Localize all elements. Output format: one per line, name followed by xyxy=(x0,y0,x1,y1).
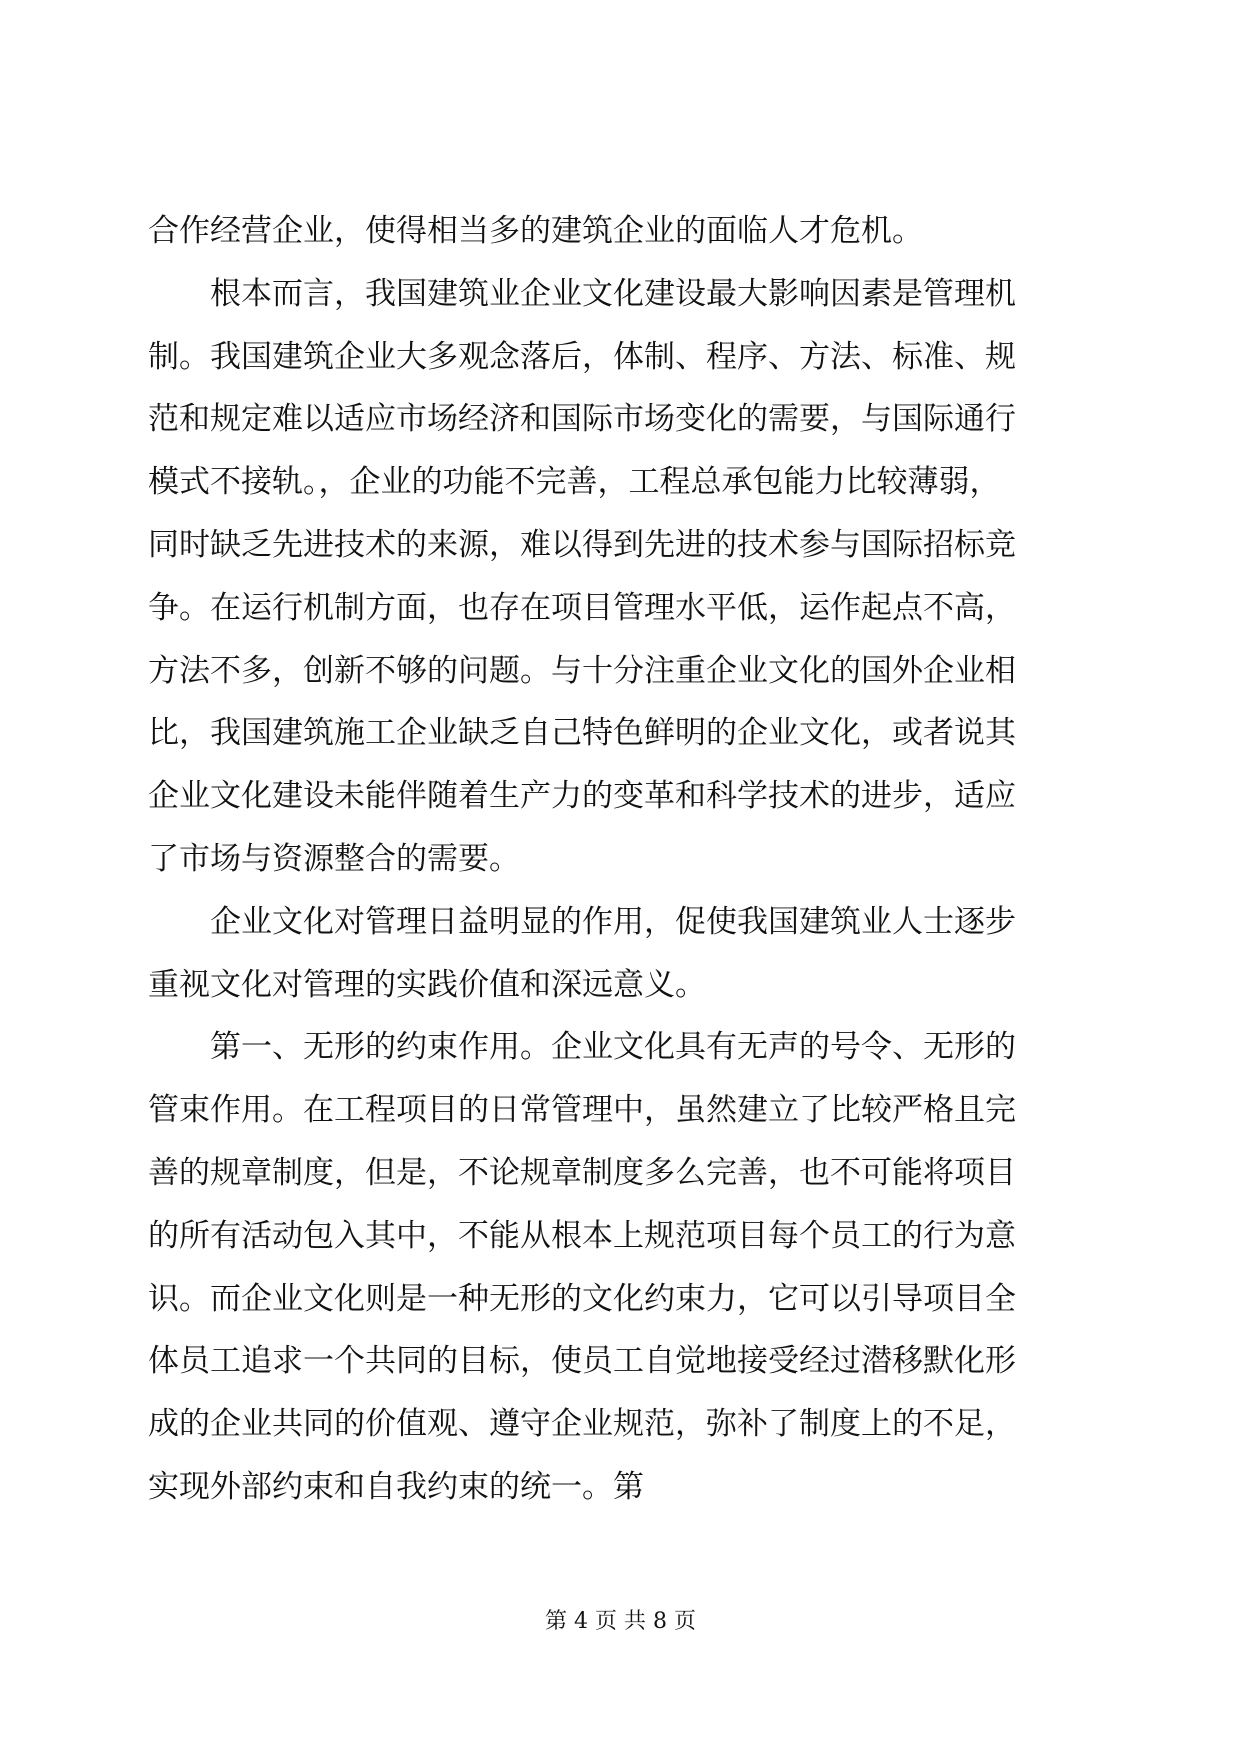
text-line: 体员工追求一个共同的目标，使员工自觉地接受经过潜移默化形 xyxy=(148,1343,1016,1380)
text-line: 比，我国建筑施工企业缺乏自己特色鲜明的企业文化，或者说其 xyxy=(148,715,1016,752)
text-line: 第一、无形的约束作用。企业文化具有无声的号令、无形的 xyxy=(148,1029,1016,1066)
text-line: 善的规章制度，但是，不论规章制度多么完善，也不可能将项目 xyxy=(148,1154,1016,1191)
text-line: 根本而言，我国建筑业企业文化建设最大影响因素是管理机 xyxy=(148,275,1016,312)
text-line: 合作经营企业，使得相当多的建筑企业的面临人才危机。 xyxy=(148,213,923,249)
text-line: 了市场与资源整合的需要。 xyxy=(148,840,520,877)
body-text xyxy=(148,200,1108,1519)
text-line: 企业文化建设未能伴随着生产力的变革和科学技术的进步，适应 xyxy=(148,778,1016,815)
text-line: 成的企业共同的价值观、遵守企业规范，弥补了制度上的不足， xyxy=(148,1406,1016,1443)
text-line: 实现外部约束和自我约束的统一。第 xyxy=(148,1468,644,1505)
text-line: 制。我国建筑企业大多观念落后，体制、程序、方法、标准、规 xyxy=(148,338,1016,375)
text-line: 管束作用。在工程项目的日常管理中，虽然建立了比较严格且完 xyxy=(148,1092,1016,1129)
text-line: 模式不接轨。，企业的功能不完善，工程总承包能力比较薄弱， xyxy=(148,464,1001,501)
text-line: 识。而企业文化则是一种无形的文化约束力，它可以引导项目全 xyxy=(148,1280,1016,1317)
text-line: 同时缺乏先进技术的来源，难以得到先进的技术参与国际招标竞 xyxy=(148,526,1016,563)
text-line: 范和规定难以适应市场经济和国际市场变化的需要，与国际通行 xyxy=(148,401,1016,438)
text-line: 方法不多，创新不够的问题。与十分注重企业文化的国外企业相 xyxy=(148,652,1016,689)
page-number-footer: 第 4 页 共 8 页 xyxy=(545,1609,696,1634)
text-line: 企业文化对管理日益明显的作用，促使我国建筑业人士逐步 xyxy=(148,903,1016,940)
text-line: 重视文化对管理的实践价值和深远意义。 xyxy=(148,966,706,1003)
text-line: 的所有活动包入其中，不能从根本上规范项目每个员工的行为意 xyxy=(148,1217,1016,1254)
text-line: 争。在运行机制方面，也存在项目管理水平低，运作起点不高， xyxy=(148,589,1016,626)
